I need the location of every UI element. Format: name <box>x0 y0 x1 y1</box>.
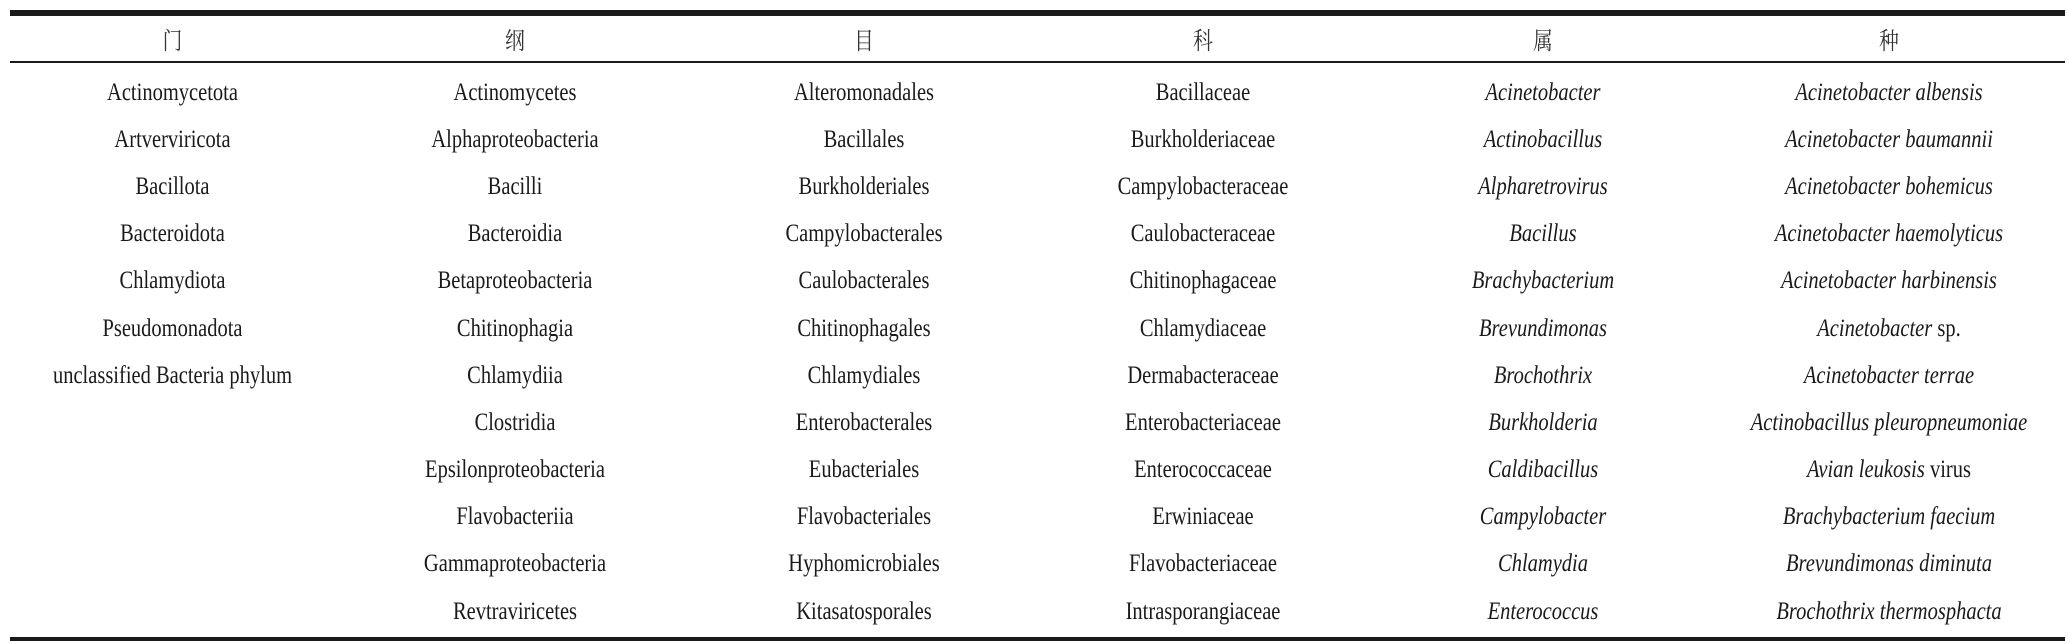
cell-class: Clostridia <box>474 408 556 436</box>
header-family: 科 <box>1193 27 1213 55</box>
cell-class: Chitinophagia <box>456 314 574 342</box>
header-species: 种 <box>1879 27 1899 55</box>
header-genus: 属 <box>1533 27 1553 55</box>
cell-class: Betaproteobacteria <box>437 267 593 295</box>
cell-species: Brochothrix thermosphacta <box>1776 597 2002 625</box>
cell-order: Alteromonadales <box>793 78 935 106</box>
table-body <box>10 63 2065 637</box>
species-italic-part: Acinetobacter <box>1817 314 1933 342</box>
cell-class: Bacilli <box>487 172 543 200</box>
cell-order: Eubacteriales <box>808 456 920 484</box>
cell-species: Acinetobacter bohemicus <box>1785 172 1993 200</box>
cell-order: Campylobacterales <box>785 220 943 248</box>
cell-class: Actinomycetes <box>453 78 577 106</box>
cell-species: Acinetobacter terrae <box>1803 361 1975 389</box>
cell-family: Chlamydiaceae <box>1139 314 1267 342</box>
table-header-row <box>10 16 2065 61</box>
cell-order: Kitasatosporales <box>796 597 932 625</box>
species-italic-part: Avian leukosis <box>1807 456 1925 484</box>
cell-order: Flavobacteriales <box>796 503 932 531</box>
cell-genus: Bacillus <box>1509 220 1577 248</box>
cell-class: Flavobacteriia <box>456 503 574 531</box>
cell-species <box>1745 456 2034 484</box>
cell-order: Chlamydiales <box>807 361 921 389</box>
cell-order: Caulobacterales <box>798 267 930 295</box>
table-row <box>10 305 2065 352</box>
table-row <box>10 352 2065 399</box>
cell-genus: Enterococcus <box>1487 597 1599 625</box>
table-row <box>10 588 2065 635</box>
table-row <box>10 116 2065 163</box>
cell-species: Acinetobacter harbinensis <box>1781 267 1997 295</box>
cell-family: Flavobacteriaceae <box>1129 550 1277 578</box>
table-row <box>10 399 2065 446</box>
cell-class: Bacteroidia <box>467 220 563 248</box>
cell-genus: Campylobacter <box>1479 503 1607 531</box>
cell-class: Chlamydiia <box>467 361 563 389</box>
cell-phylum: Bacillota <box>135 172 210 200</box>
table-row <box>10 447 2065 494</box>
bottom-rule <box>10 637 2065 641</box>
cell-class: Alphaproteobacteria <box>431 125 599 153</box>
cell-family: Chitinophagaceae <box>1129 267 1277 295</box>
table-row <box>10 541 2065 588</box>
cell-order: Enterobacterales <box>795 408 933 436</box>
species-roman-part: virus <box>1924 456 1971 484</box>
cell-genus: Brevundimonas <box>1479 314 1607 342</box>
cell-species: Acinetobacter baumannii <box>1785 125 1993 153</box>
cell-order: Bacillales <box>823 125 905 153</box>
cell-order: Hyphomicrobiales <box>788 550 940 578</box>
cell-phylum: Chlamydiota <box>119 267 226 295</box>
cell-phylum: unclassified Bacteria phylum <box>52 361 293 389</box>
cell-genus: Actinobacillus <box>1483 125 1603 153</box>
table-row <box>10 163 2065 210</box>
table-row <box>10 211 2065 258</box>
table-row <box>10 69 2065 116</box>
cell-species <box>1745 315 2034 343</box>
cell-family: Intrasporangiaceae <box>1125 597 1281 625</box>
table-row <box>10 494 2065 541</box>
cell-family: Enterobacteriaceae <box>1125 408 1281 436</box>
cell-species: Acinetobacter albensis <box>1795 78 1983 106</box>
taxonomy-table <box>10 10 2065 641</box>
cell-phylum: Bacteroidota <box>120 220 225 248</box>
cell-phylum: Actinomycetota <box>107 78 238 106</box>
table-row <box>10 258 2065 305</box>
header-phylum: 门 <box>162 27 183 55</box>
cell-species: Acinetobacter haemolyticus <box>1774 220 2004 248</box>
cell-class: Epsilonproteobacteria <box>425 456 605 484</box>
cell-genus: Acinetobacter <box>1485 78 1601 106</box>
cell-family: Enterococcaceae <box>1134 456 1272 484</box>
header-class: 纲 <box>505 27 525 55</box>
cell-genus: Brochothrix <box>1493 361 1593 389</box>
species-roman-part: sp. <box>1932 314 1961 342</box>
cell-family: Campylobacteraceae <box>1117 172 1289 200</box>
cell-genus: Caldibacillus <box>1487 456 1599 484</box>
cell-genus: Chlamydia <box>1498 550 1588 578</box>
header-order: 目 <box>854 27 874 55</box>
cell-family: Burkholderiaceae <box>1130 125 1276 153</box>
cell-family: Bacillaceae <box>1155 78 1251 106</box>
cell-family: Caulobacteraceae <box>1130 220 1276 248</box>
cell-class: Gammaproteobacteria <box>423 550 607 578</box>
cell-order: Chitinophagales <box>797 314 931 342</box>
cell-phylum: Pseudomonadota <box>102 314 243 342</box>
cell-genus: Burkholderia <box>1488 408 1598 436</box>
cell-order: Burkholderiales <box>798 172 930 200</box>
cell-class: Revtraviricetes <box>452 597 578 625</box>
cell-species: Brachybacterium faecium <box>1782 503 1996 531</box>
cell-family: Erwiniaceae <box>1152 503 1254 531</box>
cell-genus: Alpharetrovirus <box>1478 172 1608 200</box>
cell-family: Dermabacteraceae <box>1127 361 1279 389</box>
cell-species: Brevundimonas diminuta <box>1786 550 1992 578</box>
cell-species: Actinobacillus pleuropneumoniae <box>1750 408 2028 436</box>
cell-genus: Brachybacterium <box>1471 267 1615 295</box>
cell-phylum: Artverviricota <box>114 125 231 153</box>
